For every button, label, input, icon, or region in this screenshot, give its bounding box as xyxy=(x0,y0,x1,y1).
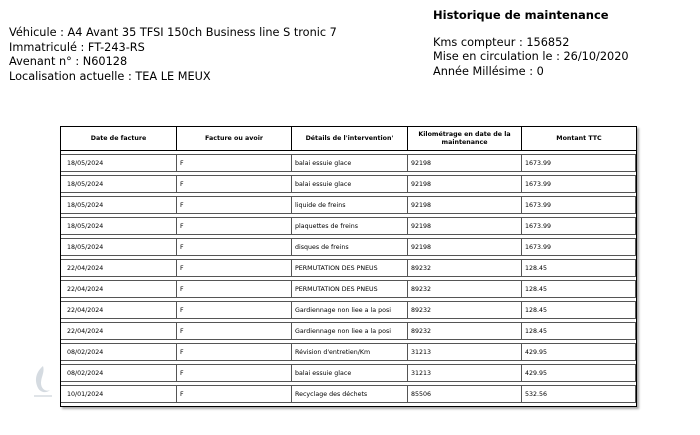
cell-date: 08/02/2024 xyxy=(61,343,177,361)
cell-date: 10/01/2024 xyxy=(61,385,177,403)
cell-amount: 1673.99 xyxy=(522,196,636,214)
table-row xyxy=(61,238,636,256)
cell-details: balai essuie glace xyxy=(292,175,408,193)
vehicle-amendment: Avenant n° : N60128 xyxy=(9,55,128,69)
maintenance-table xyxy=(60,126,637,407)
cell-details: Gardiennage non liee a la posi xyxy=(292,301,408,319)
table-row xyxy=(61,175,636,193)
cell-mileage: 92198 xyxy=(408,196,522,214)
cell-amount: 128.45 xyxy=(522,259,636,277)
cell-details: plaquettes de freins xyxy=(292,217,408,235)
table-row xyxy=(61,322,636,340)
cell-type: F xyxy=(177,196,292,214)
cell-amount: 1673.99 xyxy=(522,217,636,235)
cell-type: F xyxy=(177,238,292,256)
vehicle-info xyxy=(9,26,337,84)
cell-mileage: 92198 xyxy=(408,175,522,193)
cell-details: Recyclage des déchets xyxy=(292,385,408,403)
cell-amount: 128.45 xyxy=(522,322,636,340)
maintenance-summary xyxy=(433,8,629,79)
cell-date: 22/04/2024 xyxy=(61,259,177,277)
cell-mileage: 31213 xyxy=(408,364,522,382)
cell-mileage: 89232 xyxy=(408,280,522,298)
table-row xyxy=(61,196,636,214)
cell-date: 18/05/2024 xyxy=(61,196,177,214)
table-row xyxy=(61,154,636,172)
cell-amount: 1673.99 xyxy=(522,238,636,256)
odometer: Kms compteur : 156852 xyxy=(433,36,570,49)
cell-mileage: 92198 xyxy=(408,238,522,256)
col-header-amount: Montant TTC xyxy=(522,127,636,151)
cell-details: Révision d'entretien/Km xyxy=(292,343,408,361)
table-row xyxy=(61,280,636,298)
cell-details: liquide de freins xyxy=(292,196,408,214)
table-body xyxy=(61,154,636,403)
table-row xyxy=(61,301,636,319)
cell-type: F xyxy=(177,217,292,235)
cell-details: Gardiennage non liee a la posi xyxy=(292,322,408,340)
vehicle-location: Localisation actuelle : TEA LE MEUX xyxy=(9,69,211,83)
cell-date: 22/04/2024 xyxy=(61,280,177,298)
page-title: Historique de maintenance xyxy=(433,8,609,22)
cell-date: 18/05/2024 xyxy=(61,238,177,256)
cell-amount: 128.45 xyxy=(522,280,636,298)
cell-mileage: 89232 xyxy=(408,322,522,340)
cell-amount: 128.45 xyxy=(522,301,636,319)
col-header-details: Détails de l'intervention' xyxy=(292,127,408,151)
cell-date: 08/02/2024 xyxy=(61,364,177,382)
table-row xyxy=(61,364,636,382)
cell-amount: 532.56 xyxy=(522,385,636,403)
cell-details: disques de freins xyxy=(292,238,408,256)
registration-date: Mise en circulation le : 26/10/2020 xyxy=(433,50,629,64)
cell-type: F xyxy=(177,175,292,193)
cell-date: 22/04/2024 xyxy=(61,301,177,319)
cell-mileage: 89232 xyxy=(408,301,522,319)
cell-mileage: 89232 xyxy=(408,259,522,277)
cell-date: 22/04/2024 xyxy=(61,322,177,340)
cell-date: 18/05/2024 xyxy=(61,154,177,172)
cell-type: F xyxy=(177,259,292,277)
cell-type: F xyxy=(177,280,292,298)
col-header-date: Date de facture xyxy=(61,127,177,151)
cell-date: 18/05/2024 xyxy=(61,217,177,235)
cell-mileage: 85506 xyxy=(408,385,522,403)
cell-type: F xyxy=(177,343,292,361)
vehicle-registration: Immatriculé : FT-243-RS xyxy=(9,40,145,54)
table-row xyxy=(61,259,636,277)
cell-details: PERMUTATION DES PNEUS xyxy=(292,259,408,277)
cell-type: F xyxy=(177,385,292,403)
cell-amount: 429.95 xyxy=(522,364,636,382)
cell-type: F xyxy=(177,322,292,340)
cell-amount: 1673.99 xyxy=(522,154,636,172)
vehicle-model: Véhicule : A4 Avant 35 TFSI 150ch Business line S tronic 7 xyxy=(9,26,337,39)
cell-details: balai essuie glace xyxy=(292,364,408,382)
cell-mileage: 92198 xyxy=(408,154,522,172)
model-year: Année Millésime : 0 xyxy=(433,64,544,78)
watermark-logo-icon xyxy=(28,362,58,402)
col-header-mileage: Kilométrage en date de la maintenance xyxy=(408,127,522,151)
cell-amount: 1673.99 xyxy=(522,175,636,193)
table-row xyxy=(61,343,636,361)
cell-mileage: 92198 xyxy=(408,217,522,235)
cell-type: F xyxy=(177,154,292,172)
cell-details: PERMUTATION DES PNEUS xyxy=(292,280,408,298)
table-header-row xyxy=(61,127,636,151)
col-header-type: Facture ou avoir xyxy=(177,127,292,151)
cell-amount: 429.95 xyxy=(522,343,636,361)
cell-mileage: 31213 xyxy=(408,343,522,361)
cell-details: balai essuie glace xyxy=(292,154,408,172)
table-row xyxy=(61,385,636,403)
cell-type: F xyxy=(177,301,292,319)
table-row xyxy=(61,217,636,235)
cell-date: 18/05/2024 xyxy=(61,175,177,193)
cell-type: F xyxy=(177,364,292,382)
